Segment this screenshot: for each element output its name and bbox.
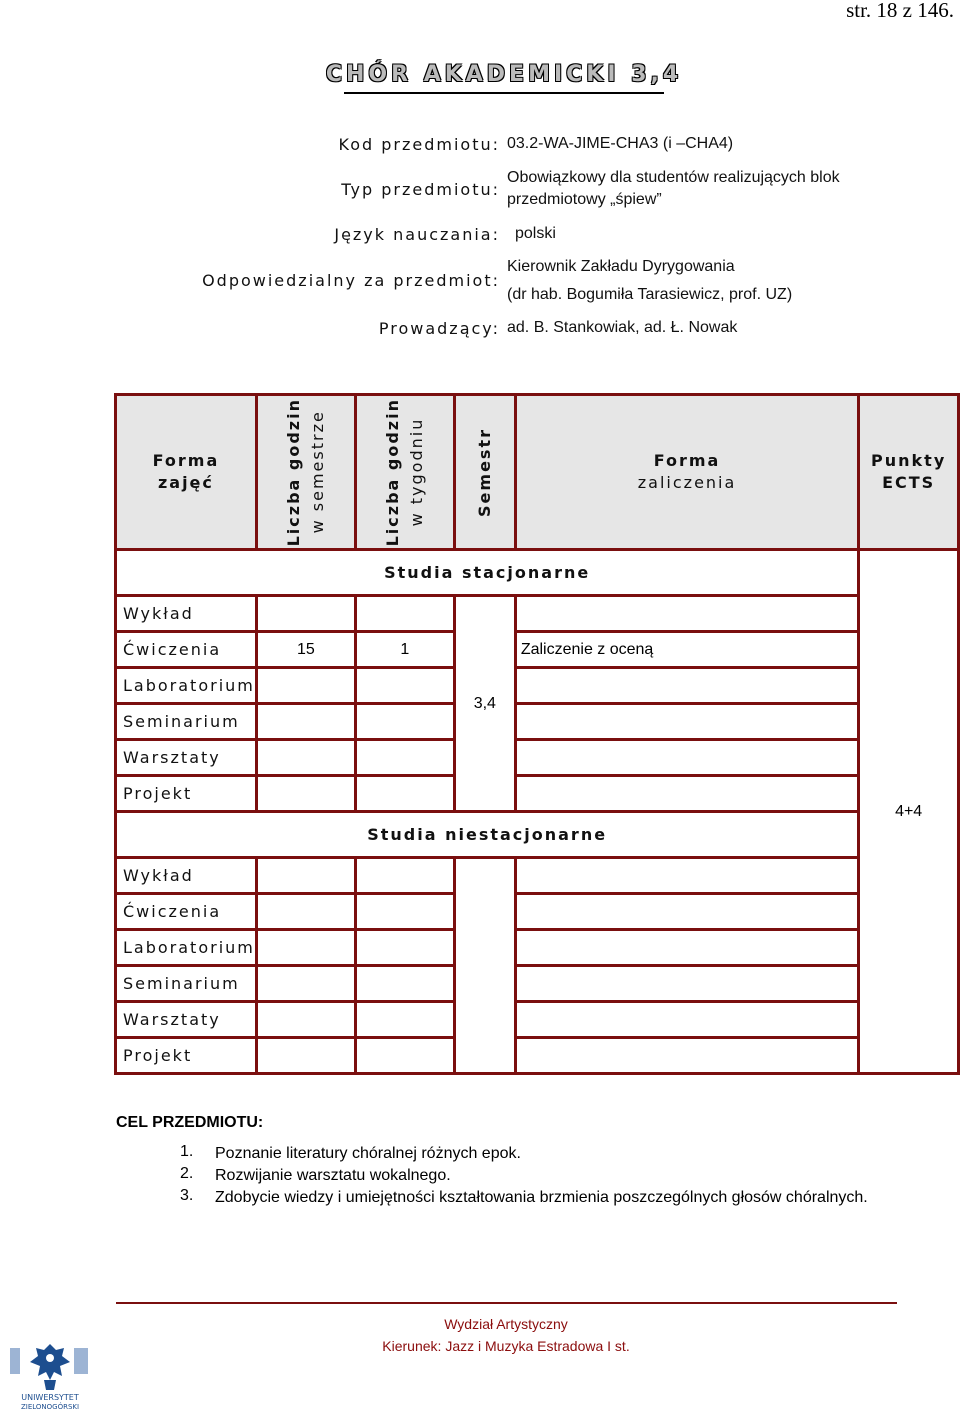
cell-assessment: [515, 894, 858, 930]
cell-assessment: [515, 930, 858, 966]
course-table: [114, 393, 960, 1075]
label-course-code: Kod przedmiotu:: [338, 135, 500, 154]
cell-semester: [454, 858, 515, 1074]
cell-assessment: [515, 740, 858, 776]
section-stationary: Studia stacjonarne: [116, 550, 859, 596]
footer-divider: [116, 1302, 897, 1304]
goal-text: Zdobycie wiedzy i umiejętności kształtowania brzmienia poszczególnych głosów chóralnych.: [215, 1189, 868, 1206]
header-ects-line2: ECTS: [882, 473, 936, 492]
header-hours-week-line1: Liczba godzin: [382, 397, 402, 547]
row-label-nonstationary: Laboratorium: [116, 930, 257, 966]
logo-text-line1: UNIWERSYTET: [21, 1393, 79, 1402]
cell-hours-semester: [256, 704, 355, 740]
cell-hours-week: [355, 858, 454, 894]
value-teachers: ad. B. Stankowiak, ad. Ł. Nowak: [507, 319, 738, 336]
page-title: CHÓR AKADEMICKI 3,4: [325, 62, 683, 87]
header-ects-line1: Punkty: [871, 451, 947, 470]
cell-assessment: [515, 704, 858, 740]
cell-hours-semester: [256, 776, 355, 812]
row-label-stationary: Seminarium: [116, 704, 257, 740]
cell-hours-week: [355, 704, 454, 740]
header-forma-zajec: [116, 395, 257, 550]
cell-hours-week: [355, 776, 454, 812]
header-hours-semester-line1: Liczba godzin: [283, 397, 303, 547]
cell-hours-week: [355, 894, 454, 930]
cell-hours-week: [355, 1002, 454, 1038]
header-forma-zaliczenia-line1: Forma: [653, 451, 721, 470]
cell-hours-semester: [256, 668, 355, 704]
cell-assessment: [515, 966, 858, 1002]
value-course-code: 03.2-WA-JIME-CHA3 (i –CHA4): [507, 135, 734, 152]
value-course-type-line1: Obowiązkowy dla studentów realizujących blok: [507, 169, 840, 186]
cell-assessment: [515, 1038, 858, 1074]
header-hours-week-line2: w tygodniu: [406, 417, 426, 527]
row-label-nonstationary: Projekt: [116, 1038, 257, 1074]
cell-assessment: [515, 858, 858, 894]
cell-assessment: [515, 596, 858, 632]
cell-hours-semester: [256, 1002, 355, 1038]
label-course-type: Typ przedmiotu:: [341, 180, 500, 199]
header-hours-semester-text: [282, 398, 330, 546]
cell-hours-week: [355, 1038, 454, 1074]
header-hours-semester-line2: w semestrze: [307, 410, 327, 534]
header-forma-zajec-line2: zajęć: [157, 473, 214, 492]
goal-number: 2.: [180, 1165, 194, 1182]
header-hours-week: [355, 395, 454, 550]
goal-number: 1.: [180, 1143, 194, 1160]
row-label-stationary: Ćwiczenia: [116, 632, 257, 668]
row-label-nonstationary: Wykład: [116, 858, 257, 894]
eagle-crest-icon: [4, 1340, 96, 1412]
header-hours-semester: [256, 395, 355, 550]
goal-text: Rozwijanie warsztatu wokalnego.: [215, 1167, 451, 1184]
cell-assessment: Zaliczenie z oceną: [515, 632, 858, 668]
cell-hours-semester: [256, 894, 355, 930]
header-forma-zaliczenia: [515, 395, 858, 550]
ects-value: 4+4: [859, 550, 959, 1074]
cell-hours-week: [355, 740, 454, 776]
cell-hours-week: 1: [355, 632, 454, 668]
goals-title: CEL PRZEDMIOTU:: [116, 1114, 264, 1131]
row-label-nonstationary: Warsztaty: [116, 1002, 257, 1038]
row-label-stationary: Projekt: [116, 776, 257, 812]
cell-hours-week: [355, 668, 454, 704]
goal-text: Poznanie literatury chóralnej różnych epok.: [215, 1145, 521, 1162]
row-label-nonstationary: Seminarium: [116, 966, 257, 1002]
header-hours-week-text: [381, 398, 429, 546]
cell-assessment: [515, 1002, 858, 1038]
label-teachers: Prowadzący:: [378, 319, 500, 338]
header-semester-text: Semestr: [474, 427, 494, 517]
cell-assessment: [515, 668, 858, 704]
value-language: polski: [515, 225, 556, 242]
cell-hours-semester: [256, 930, 355, 966]
section-nonstationary: Studia niestacjonarne: [116, 812, 859, 858]
row-label-nonstationary: Ćwiczenia: [116, 894, 257, 930]
label-language: Język nauczania:: [334, 225, 500, 244]
semester-value: 3,4: [454, 596, 515, 812]
cell-hours-semester: [256, 740, 355, 776]
goal-number: 3.: [180, 1187, 194, 1204]
page-number: str. 18 z 146.: [846, 0, 954, 22]
header-forma-zaliczenia-line2: zaliczenia: [637, 473, 737, 492]
logo-text-line2: ZIELONOGÓRSKI: [20, 1403, 80, 1411]
header-forma-zajec-line1: Forma: [152, 451, 220, 470]
label-responsible: Odpowiedzialny za przedmiot:: [202, 271, 500, 290]
cell-hours-week: [355, 596, 454, 632]
header-ects: [859, 395, 959, 550]
footer-faculty: Wydział Artystyczny: [444, 1316, 568, 1332]
value-course-type-line2: przedmiotowy „śpiew”: [507, 191, 662, 208]
cell-assessment: [515, 776, 858, 812]
cell-hours-week: [355, 930, 454, 966]
cell-hours-semester: [256, 1038, 355, 1074]
cell-hours-semester: 15: [256, 632, 355, 668]
title-underline: [344, 92, 664, 94]
row-label-stationary: Warsztaty: [116, 740, 257, 776]
value-responsible-line1: Kierownik Zakładu Dyrygowania: [507, 258, 735, 275]
value-responsible-line2: (dr hab. Bogumiła Tarasiewicz, prof. UZ): [507, 286, 793, 303]
row-label-stationary: Laboratorium: [116, 668, 257, 704]
cell-hours-semester: [256, 966, 355, 1002]
row-label-stationary: Wykład: [116, 596, 257, 632]
cell-hours-week: [355, 966, 454, 1002]
header-semester: [454, 395, 515, 550]
cell-hours-semester: [256, 596, 355, 632]
university-logo: [4, 1340, 96, 1412]
footer-program: Kierunek: Jazz i Muzyka Estradowa I st.: [382, 1338, 630, 1354]
cell-hours-semester: [256, 858, 355, 894]
